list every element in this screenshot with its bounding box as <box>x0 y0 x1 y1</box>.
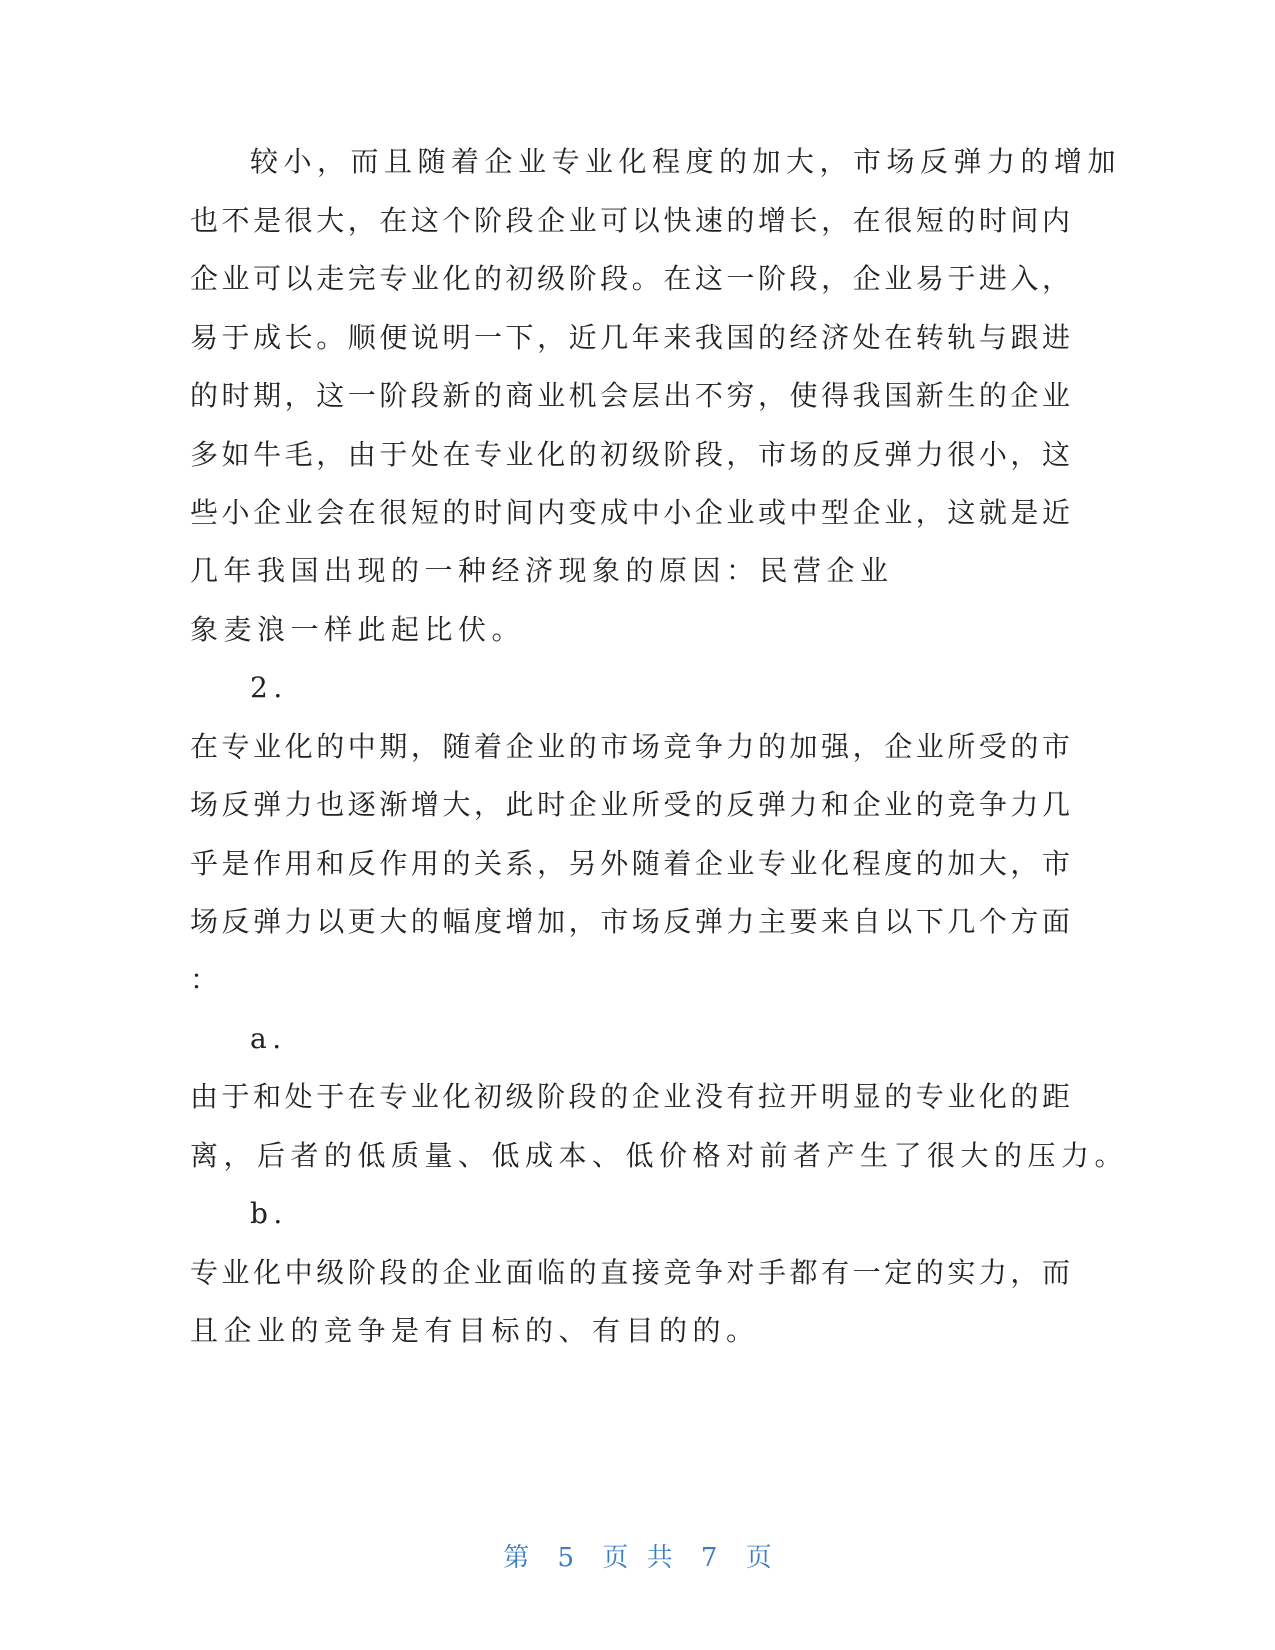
footer-middle: 页 共 <box>602 1543 673 1573</box>
text-line: 的时期，这一阶段新的商业机会层出不穷，使得我国新生的企业 <box>190 379 1070 412</box>
text-line: 乎是作用和反作用的关系，另外随着企业专业化程度的加大，市 <box>190 847 1070 880</box>
text-line: 易于成长。顺便说明一下，近几年来我国的经济处在转轨与跟进 <box>190 321 1070 354</box>
footer-prefix: 第 <box>503 1543 530 1573</box>
text-line: 专业化中级阶段的企业面临的直接竞争对手都有一定的实力，而 <box>190 1256 1070 1289</box>
list-letter: b. <box>250 1197 288 1230</box>
footer-suffix: 页 <box>745 1543 772 1573</box>
list-number: 2. <box>250 671 288 704</box>
text-line: 离，后者的低质量、低成本、低价格对前者产生了很大的压力。 <box>190 1139 1129 1172</box>
text-line: 且企业的竞争是有目标的、有目的的。 <box>190 1314 760 1347</box>
text-line: 企业可以走完专业化的初级阶段。在这一阶段，企业易于进入， <box>190 262 1070 295</box>
list-letter: a. <box>250 1022 287 1055</box>
text-line: 场反弹力以更大的幅度增加，市场反弹力主要来自以下几个方面 <box>190 905 1070 938</box>
page-footer <box>0 1542 1275 1574</box>
text-line: 由于和处于在专业化初级阶段的企业没有拉开明显的专业化的距 <box>190 1080 1070 1113</box>
text-line: 几年我国出现的一种经济现象的原因：民营企业 <box>190 554 894 587</box>
text-line: 较小，而且随着企业专业化程度的加大，市场反弹力的增加 <box>250 145 1122 178</box>
text-line: 象麦浪一样此起比伏。 <box>190 613 526 646</box>
text-line: 多如牛毛，由于处在专业化的初级阶段，市场的反弹力很小，这 <box>190 438 1070 471</box>
text-line: 些小企业会在很短的时间内变成中小企业或中型企业，这就是近 <box>190 496 1070 529</box>
text-line: 在专业化的中期，随着企业的市场竞争力的加强，企业所受的市 <box>190 730 1070 763</box>
text-line: ： <box>190 963 224 996</box>
text-line: 也不是很大，在这个阶段企业可以快速的增长，在很短的时间内 <box>190 204 1070 237</box>
text-line: 场反弹力也逐渐增大，此时企业所受的反弹力和企业的竞争力几 <box>190 788 1070 821</box>
page-number: 5 <box>557 1543 575 1573</box>
total-pages: 7 <box>700 1543 718 1573</box>
